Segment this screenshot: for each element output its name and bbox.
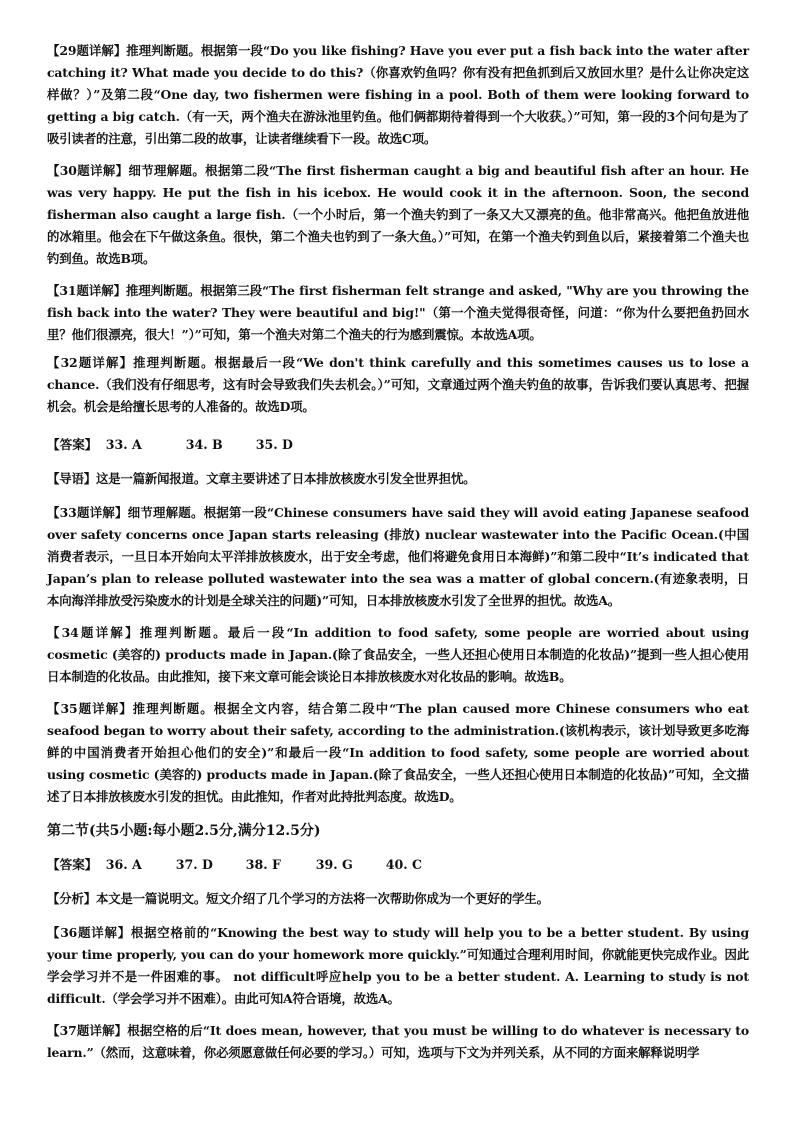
explanation-label: 【32题详解】 — [47, 355, 134, 370]
answer-33: 33. A — [105, 437, 142, 452]
answer-39: 39. G — [315, 857, 353, 872]
answer-37: 37. D — [175, 857, 213, 872]
analysis-paragraph — [47, 888, 749, 910]
explanation-label: 【30题详解】 — [47, 163, 129, 178]
explanation-text: 推理判断题。根据第一段“Do you like fishing? Have you ever put a fish back into the water after catching it? What made you decide to do this?（你喜欢钓鱼吗？你有没有把鱼抓到后又放回水里？是什么让你决定这样做？）”及第二段“One day, two fishermen were fishing in a pool. Both of them were looking forward to getting a big catch.（有一天，两个渔夫在游泳池里钓鱼。他们俩都期待着得到一个大收获。）”可知，第一段的3个问句是为了吸引读者的注意，引出第二段的故事，让读者继续看下一段。故选C项。 — [47, 43, 749, 146]
explanation-label: 【31题详解】 — [47, 283, 126, 298]
guide-paragraph — [47, 468, 749, 490]
explanation-label: 【36题详解】 — [47, 925, 131, 940]
explanation-text: 根据空格的后“It does mean, however, that you must be willing to do whatever is necessary to learn.”（然而，这意味着，你必须愿意做任何必要的学习。）可知，选项与下文为并列关系，从不同的方面来解释说明学 — [47, 1023, 749, 1060]
explanation-text: 细节理解题。根据第二段“The first fisherman caught a big and beautiful fish after an hour. He was very happy. He put the fish in his icebox. He would cook it in the afternoon. Soon, the second fisherman also caught a large fish.（一个小时后，第一个渔夫钓到了一条又大又漂亮的鱼。他非常高兴。他把鱼放进他的冰箱里。他会在下午做这条鱼。很快，第二个渔夫也钓到了一条大鱼。）”可知，在第一个渔夫钓到鱼以后，紧接着第二个渔夫也钓到鱼。故选B项。 — [47, 163, 749, 266]
answer-36: 36. A — [105, 857, 142, 872]
explanation-text: 推理判断题。最后一段“In addition to food safety, some people are worried about using cosmetic (美容的) products made in Japan.(除了食品安全，一些人还担心使用日本制造的化妆品)”提到一些人担心使用日本制造的化妆品。由此推知，接下来文章可能会谈论日本排放核废水对化妆品的影响。故选B。 — [47, 625, 749, 684]
explanation-label: 【34题详解】 — [47, 625, 140, 640]
explanation-q37 — [47, 1020, 749, 1064]
guide-text: 这是一篇新闻报道。文章主要讲述了日本排放核废水引发全世界担忧。 — [95, 471, 476, 486]
explanation-q31 — [47, 280, 749, 346]
answer-40: 40. C — [385, 857, 423, 872]
explanation-text: 推理判断题。根据全文内容，结合第二段中“The plan caused more Chinese consumers who eat seafood began to worry about their safety, according to the administration.(该机构表示，该计划导致更多吃海鲜的中国消费者开始担心他们的安全)”和最后一段“In addition to food safety, some people are worried about using cosmetic (美容的) products made in Japan.(除了食品安全，一些人还担心使用日本制造的化妆品)”可知，全文描述了日本排放核废水引发的担忧。由此推知，作者对此持批判态度。故选D。 — [47, 701, 749, 804]
explanation-q33 — [47, 502, 749, 612]
analysis-text: 本文是一篇说明文。短文介绍了几个学习的方法将一次帮助你成为一个更好的学生。 — [95, 891, 549, 906]
explanation-q34 — [47, 622, 749, 688]
answer-label: 【答案】 — [47, 857, 98, 872]
explanation-q30 — [47, 160, 749, 270]
analysis-label: 【分析】 — [47, 891, 96, 906]
explanation-text: 推理判断题。根据第三段“The first fisherman felt strange and asked, "Why are you throwing the fish back into the water? They were beautiful and big!"（第一个渔夫觉得很奇怪，问道：“你为什么要把鱼扔回水里？他们很漂亮，很大！”）”可知，第一个渔夫对第二个渔夫的行为感到震惊。本故选A项。 — [47, 283, 749, 342]
guide-label: 【导语】 — [47, 471, 96, 486]
explanation-q36 — [47, 922, 749, 1010]
explanation-label: 【29题详解】 — [47, 43, 127, 58]
answer-34: 34. B — [185, 437, 223, 452]
explanation-label: 【37题详解】 — [47, 1023, 128, 1038]
answer-35: 35. D — [255, 437, 293, 452]
answer-38: 38. F — [245, 857, 282, 872]
answer-line-33-35 — [47, 434, 749, 456]
explanation-text: 细节理解题。根据第一段“Chinese consumers have said they will avoid eating Japanese seafood over safety concerns once Japan starts releasing (排放) nuclear wastewater into the Pacific Ocean.(中国消费者表示，一旦日本开始向太平洋排放核废水，出于安全考虑，他们将避免食用日本海鲜)”和第二段中“It’s indicated that Japan’s plan to release polluted wastewater into the sea was a matter of global concern.(有迹象表明，日本向海洋排放受污染废水的计划是全球关注的问题)”可知，日本排放核废水引发了全世界的担忧。故选A。 — [47, 505, 749, 608]
explanation-text: 根据空格前的“Knowing the best way to study will help you to be a better student. By using your time properly, you can do your homework more quickly.”可知通过合理利用时间，你就能更快完成作业。因此学会学习并不是一件困难的事。 not difficult呼应help you to be a better student. A. Learning to study is not difficult.（学会学习并不困难）。由此可知A符合语境，故选A。 — [47, 925, 749, 1006]
section-heading: 第二节(共5小题:每小题2.5分,满分12.5分) — [47, 823, 321, 839]
explanation-q32 — [47, 352, 749, 418]
explanation-q29 — [47, 40, 749, 150]
answer-line-36-40 — [47, 854, 749, 876]
explanation-text: 推理判断题。根据最后一段“We don't think carefully and this sometimes causes us to lose a chance.（我们没有仔细思考，这有时会导致我们失去机会。）”可知，文章通过两个渔夫钓鱼的故事，告诉我们要认真思考、把握机会。机会是给擅长思考的人准备的。故选D项。 — [47, 355, 749, 414]
explanation-q35 — [47, 698, 749, 808]
answer-label: 【答案】 — [47, 437, 98, 452]
explanation-label: 【35题详解】 — [47, 701, 133, 716]
explanation-label: 【33题详解】 — [47, 505, 128, 520]
